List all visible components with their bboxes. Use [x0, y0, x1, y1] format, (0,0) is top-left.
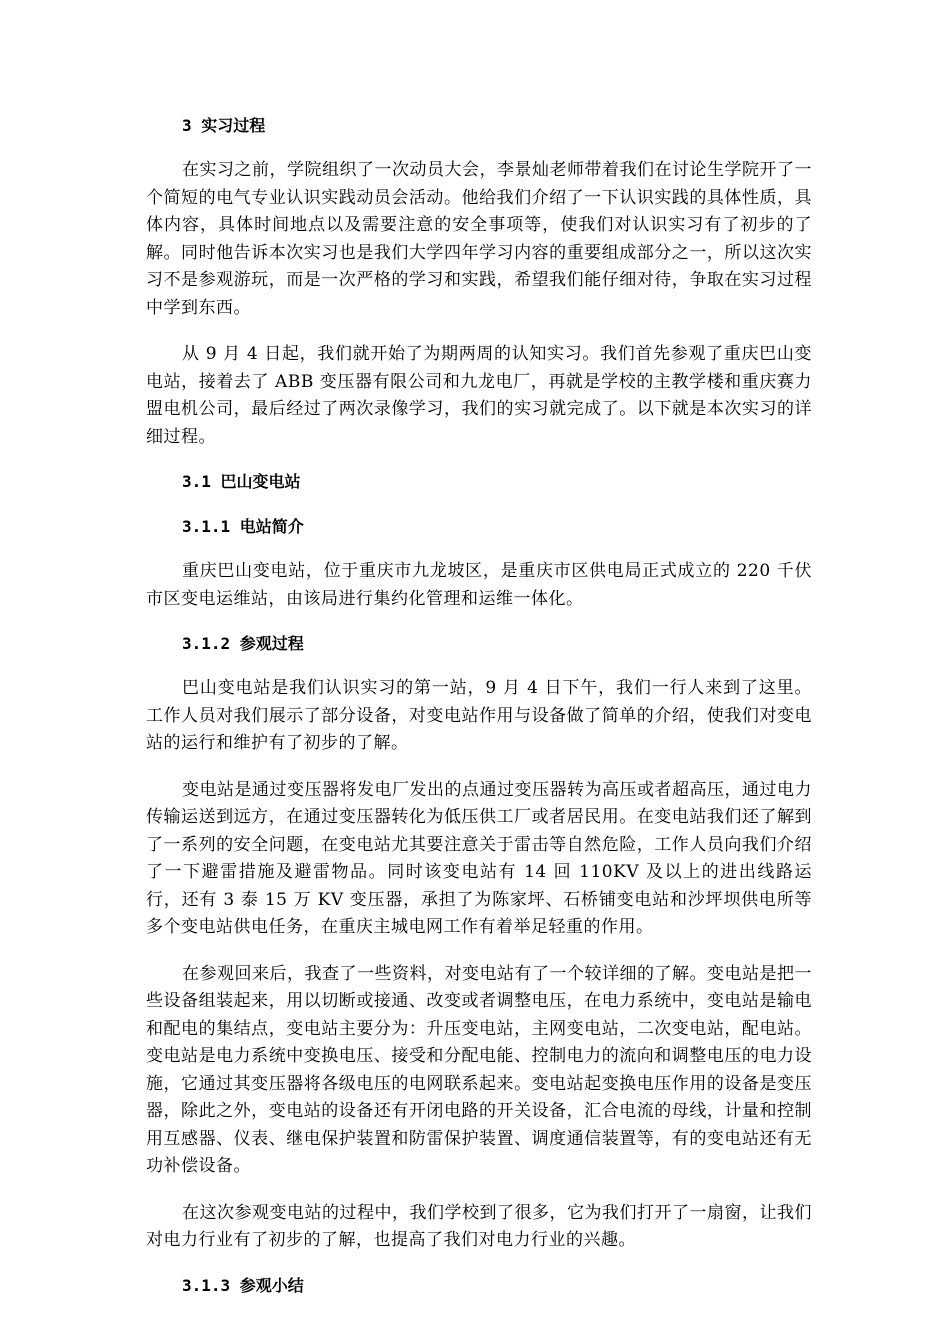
paragraph-visit-first: 巴山变电站是我们认识实习的第一站，9 月 4 日下午，我们一行人来到了这里。工作人员对我们展示了部分设备，对变电站作用与设备做了简单的介绍，使我们对变电站的运行和维护有了初步的了解。 — [146, 678, 812, 753]
section-heading-3-1: 3.1 巴山变电站 — [182, 472, 301, 491]
section-heading-3-1-2: 3.1.2 参观过程 — [182, 634, 304, 653]
paragraph-station-intro: 重庆巴山变电站，位于重庆市九龙坡区，是重庆市区供电局正式成立的 220 千伏市区变电运维站，由该局进行集约化管理和运维一体化。 — [146, 561, 812, 609]
section-heading-3-1-1: 3.1.1 电站简介 — [182, 517, 304, 536]
section-heading-3-1-3: 3.1.3 参观小结 — [182, 1275, 304, 1295]
paragraph-visit-substation: 变电站是通过变压器将发电厂发出的点通过变压器转为高压或者超高压，通过电力传输运送到远方，在通过变压器转化为低压供工厂或者居民用。在变电站我们还了解到了一系列的安全问题，在变电站尤其要注意关于雷击等自然危险，工作人员向我们介绍了一下避雷措施及避雷物品。同时该变电站有 14 回 110KV 及以上的进出线路运行，还有 3 泰 15 万 KV 变压器，承担了为陈家坪、石桥铺变电站和沙坪坝供电所等多个变电站供电任务，在重庆主城电网工作有着举足轻重的作用。 — [146, 779, 812, 937]
paragraph-visit-research: 在参观回来后，我查了一些资料，对变电站有了一个较详细的了解。变电站是把一些设备组装起来，用以切断或接通、改变或者调整电压，在电力系统中，变电站是输电和配电的集结点，变电站主要分为：升压变电站，主网变电站，二次变电站，配电站。变电站是电力系统中变换电压、接受和分配电能、控制电力的流向和调整电压的电力设施，它通过其变压器将各级电压的电网联系起来。变电站起变换电压作用的设备是变压器，除此之外，变电站的设备还有开闭电路的开关设备，汇合电流的母线，计量和控制用互感器、仪表、继电保护装置和防雷保护装置、调度通信装置等，有的变电站还有无功补偿设备。 — [146, 963, 812, 1176]
paragraph-mobilization: 在实习之前，学院组织了一次动员大会，李景灿老师带着我们在讨论生学院开了一个简短的电气专业认识实践动员会活动。他给我们介绍了一下认识实践的具体性质，具体内容，具体时间地点以及需要注意的安全事项等，使我们对认识实习有了初步的了解。同时他告诉本次实习也是我们大学四年学习内容的重要组成部分之一，所以这次实习不是参观游玩，而是一次严格的学习和实践，希望我们能仔细对待，争取在实习过程中学到东西。 — [146, 160, 812, 318]
paragraph-schedule: 从 9 月 4 日起，我们就开始了为期两周的认知实习。我们首先参观了重庆巴山变电站，接着去了 ABB 变压器有限公司和九龙电厂，再就是学校的主教学楼和重庆赛力盟电机公司，最后经过了两次录像学习，我们的实习就完成了。以下就是本次实习的详细过程。 — [146, 344, 812, 447]
section-heading-3: 3 实习过程 — [182, 116, 266, 135]
paragraph-visit-reflection: 在这次参观变电站的过程中，我们学校到了很多，它为我们打开了一扇窗，让我们对电力行业有了初步的了解，也提高了我们对电力行业的兴趣。 — [146, 1202, 812, 1250]
document-page — [146, 112, 812, 1300]
